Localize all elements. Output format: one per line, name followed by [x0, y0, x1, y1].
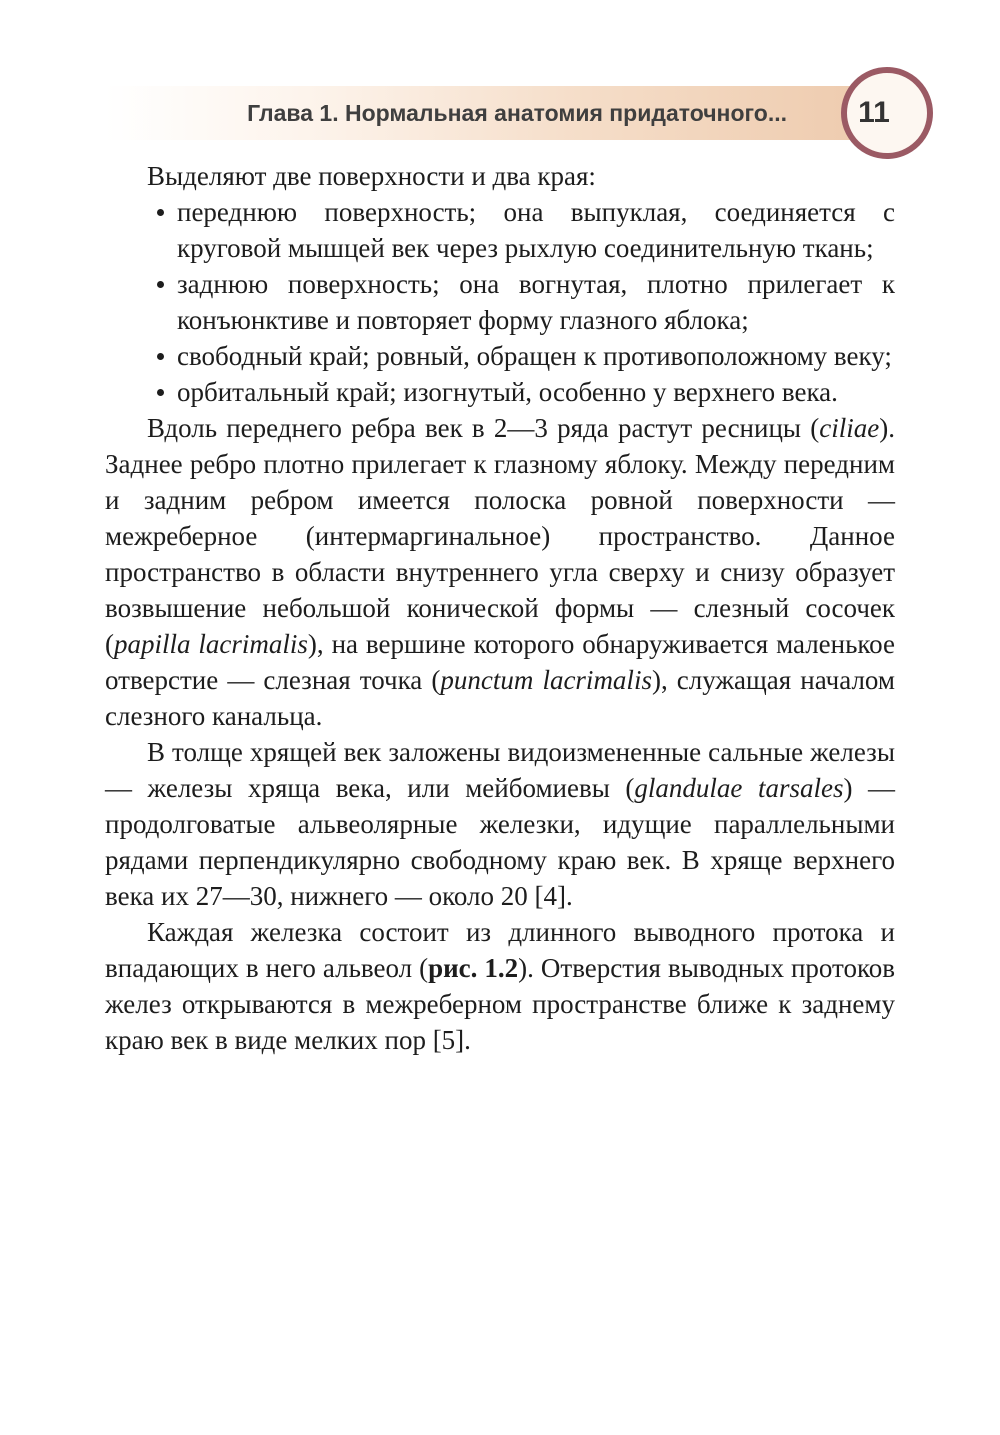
bullet-item — [105, 266, 895, 338]
bullet-list — [105, 194, 895, 410]
text-segment: ). Отверстия выводных протоков желез открываются в межреберном пространстве ближе к заднему краю век в виде мелких пор [5]. — [105, 953, 895, 1055]
text-segment: Каждая железка состоит из длинного выводного протока и впадающих в него альвеол ( — [105, 917, 895, 983]
paragraph-intro: Выделяют две поверхности и два края: — [147, 161, 596, 191]
text-segment: ), на вершине которого обнаруживается маленькое отверстие — слезная точка ( — [105, 629, 895, 695]
bullet-dot — [157, 353, 164, 360]
text-segment: Вдоль переднего ребра век в 2—3 ряда растут ресницы ( — [147, 413, 820, 443]
bullet-dot — [157, 209, 164, 216]
bullet-text: орбитальный край; изогнутый, особенно у верхнего века. — [177, 377, 838, 407]
chapter-header — [105, 86, 905, 140]
page-content — [105, 158, 895, 1058]
latin-term: glandulae tarsales — [634, 773, 844, 803]
bullet-dot — [157, 281, 164, 288]
page-number-ring — [841, 67, 933, 159]
text-segment: В толще хрящей век заложены видоизмененные сальные железы — железы хряща века, или мейбомиевы ( — [105, 737, 895, 803]
latin-term: papilla lacrimalis — [114, 629, 308, 659]
paragraph-container — [105, 410, 895, 1058]
page-number: 11 — [858, 96, 890, 129]
bullet-text: переднюю поверхность; она выпуклая, соединяется с круговой мышцей век через рыхлую соединительную ткань; — [177, 197, 895, 263]
bullet-item — [105, 338, 895, 374]
text-segment: ), служащая началом слезного канальца. — [105, 665, 895, 731]
bullet-item — [105, 374, 895, 410]
paragraph — [105, 734, 895, 914]
bullet-item — [105, 194, 895, 266]
latin-term: ciliae — [819, 413, 880, 443]
figure-reference: рис. 1.2 — [428, 953, 519, 983]
latin-term: punctum lacrimalis — [440, 665, 652, 695]
bullet-text: заднюю поверхность; она вогнутая, плотно прилегает к конъюнктиве и повторяет форму глазного яблока; — [177, 269, 895, 335]
chapter-title: Глава 1. Нормальная анатомия придаточного... — [247, 99, 787, 126]
paragraph — [105, 410, 895, 734]
paragraph — [105, 914, 895, 1058]
text-segment: ). Заднее ребро плотно прилегает к глазному яблоку. Между передним и задним ребром имеется полоска ровной поверхности — межреберное (интермаргинальное) пространство. Данное пространство в области внутреннего угла сверху и снизу образует возвышение небольшой конической формы — слезный сосочек ( — [105, 413, 895, 659]
text-segment: ) — продолговатые альвеолярные железки, идущие параллельными рядами перпендикулярно свободному краю век. В хряще верхнего века их 27—30, нижнего — около 20 [4]. — [105, 773, 895, 911]
bullet-dot — [157, 389, 164, 396]
bullet-text: свободный край; ровный, обращен к противоположному веку; — [177, 341, 892, 371]
